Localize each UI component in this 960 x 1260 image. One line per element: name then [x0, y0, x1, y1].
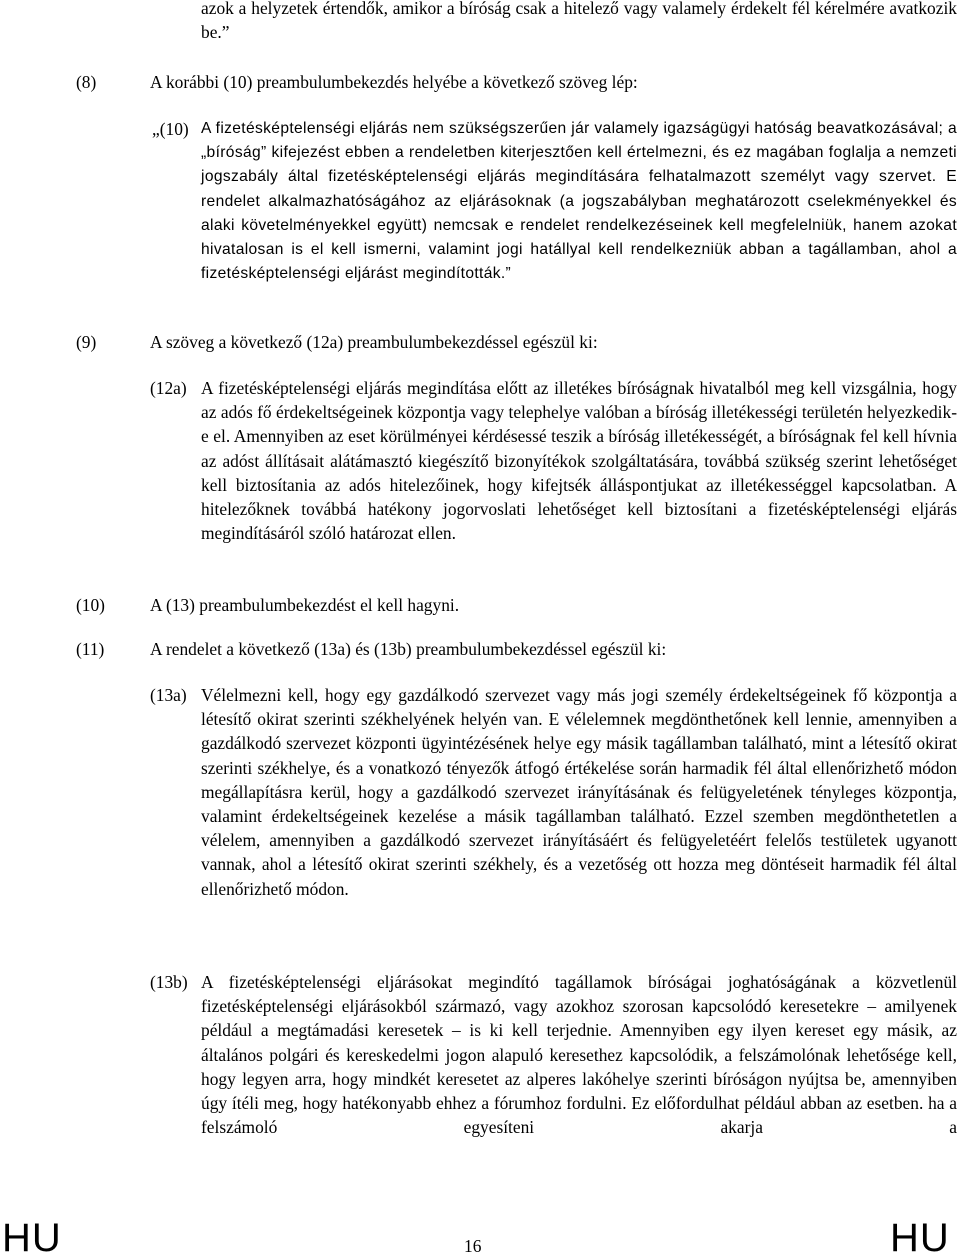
item-11 [76, 637, 936, 661]
item-text: A (13) preambulumbekezdést el kell hagyni. [150, 595, 460, 615]
recital-number: (13a) [150, 685, 187, 705]
item-10 [76, 593, 936, 617]
recital-text: Vélelmezni kell, hogy egy gazdálkodó szervezet vagy más jogi személy érdekeltségeinek fő központja a létesítő okirat szerinti székhelyének helyén van. E vélelemnek megdönthetőnek kell lennie, amennyiben a gazdálkodó szervezet központi ügyintézésének helye egy másik tagállamban található, mint a létesítő okirat szerinti székhelye, és a vonatkozó tényezők átfogó értékelése során harmadik fél által ellenőrizhető módon megállapításra kerül, hogy a gazdálkodó szervezet irányításának és felügyeletének tényleges központja, valamint érdekeltségeinek kezelése a másik tagállamban található. Ezzel szemben megdönthetetlen a vélelem, amennyiben a gazdálkodó szervezet irányításáért és felügyeletéért felelős testületek ugyanott vannak, ahol a létesítő okirat szerinti székhely, és a vezetőség ott hozza meg döntéseit harmadik fél által ellenőrizhető módon. [201, 685, 957, 899]
page-number: 16 [464, 1236, 482, 1256]
item-number: (10) [76, 595, 105, 615]
top-fragment: azok a helyzetek értendők, amikor a bíróság csak a hitelező vagy valamely érdekelt fél kérelmére avatkozik be.” [201, 0, 957, 43]
language-mark-right: HU [890, 1216, 950, 1260]
item-text: A szöveg a következő (12a) preambulumbekezdéssel egészül ki: [150, 332, 598, 352]
item-text: A rendelet a következő (13a) és (13b) preambulumbekezdéssel egészül ki: [150, 639, 667, 659]
language-mark-left: HU [2, 1216, 62, 1260]
recital-number: (12a) [150, 378, 187, 398]
recital-text: A fizetésképtelenségi eljárás nem szükségszerűen jár valamely igazságügyi hatóság beavatkozásával; a „bíróság” kifejezést ebben a rendeletben kiterjesztően kell értelmezni, és ez magában foglalja a nemzeti jogszabály által fizetésképtelenségi eljárás megindítására felhatalmazott személyt vagy szervet. E rendelet alkalmazhatóságához az eljárásoknak (a jogszabályban meghatározott cselekményekkel és alaki követelményekkel együtt) nemcsak e rendelet rendelkezéseinek kell megfelelniük, hanem azokat hivatalosan is el kell ismerni, valamint jogi hatállyal kell rendelkezniük abban a tagállamban, ahol a fizetésképtelenségi eljárást megindították.” [201, 120, 957, 283]
item-text: A korábbi (10) preambulumbekezdés helyébe a következő szöveg lép: [150, 72, 638, 92]
recital-text: A fizetésképtelenségi eljárás megindítása előtt az illetékes bíróságnak hivatalból meg kell vizsgálnia, hogy az adós fő érdekeltségeinek központja vagy telephelye valóban a bíróság illetékességi területén helyezkedik-e el. Amennyiben az eset körülményei kérdésessé teszik a bíróság illetékességét, a bíróságnak fel kell hívnia az adóst állításait alátámasztó kiegészítő bizonyítékok szolgáltatására, továbbá szükség szerint lehetőséget kell biztosítania az adós hitelezőinek, hogy kifejtsék álláspontjukat az illetékességgel kapcsolatban. A hitelezőknek továbbá hatékony jogorvoslati lehetőséget kell biztosítani a fizetésképtelenségi eljárás megindításáról szóló határozat ellen. [201, 378, 957, 544]
item-9 [76, 330, 936, 354]
recital-number: (13b) [150, 972, 188, 992]
item-number: (11) [76, 639, 105, 659]
recital-text: A fizetésképtelenségi eljárásokat megindító tagállamok bíróságai joghatóságának a közvetlenül fizetésképtelenségi eljárásokból származó, vagy azokhoz szorosan kapcsolódó keresetekre – amilyenek például a megtámadási keresetek – is ki kell terjednie. Amennyiben egy ilyen kereset egy másik, az általános polgári és kereskedelmi jogon alapuló keresethez kapcsolódik, a felszámolónak lehetősége kell, hogy legyen arra, hogy mindkét keresetet az alperes lakóhelye szerinti bíróságon nyújtsa be, amennyiben úgy ítéli meg, hogy hatékonyabb ehhez a fórumhoz fordulni. Ez előfordulhat például abban az esetben. ha a felszámoló egyesíteni akarja a [201, 972, 957, 1138]
item-number: (8) [76, 72, 97, 92]
item-8 [76, 70, 936, 94]
item-number: (9) [76, 332, 97, 352]
recital-number: „(10) [152, 119, 189, 139]
